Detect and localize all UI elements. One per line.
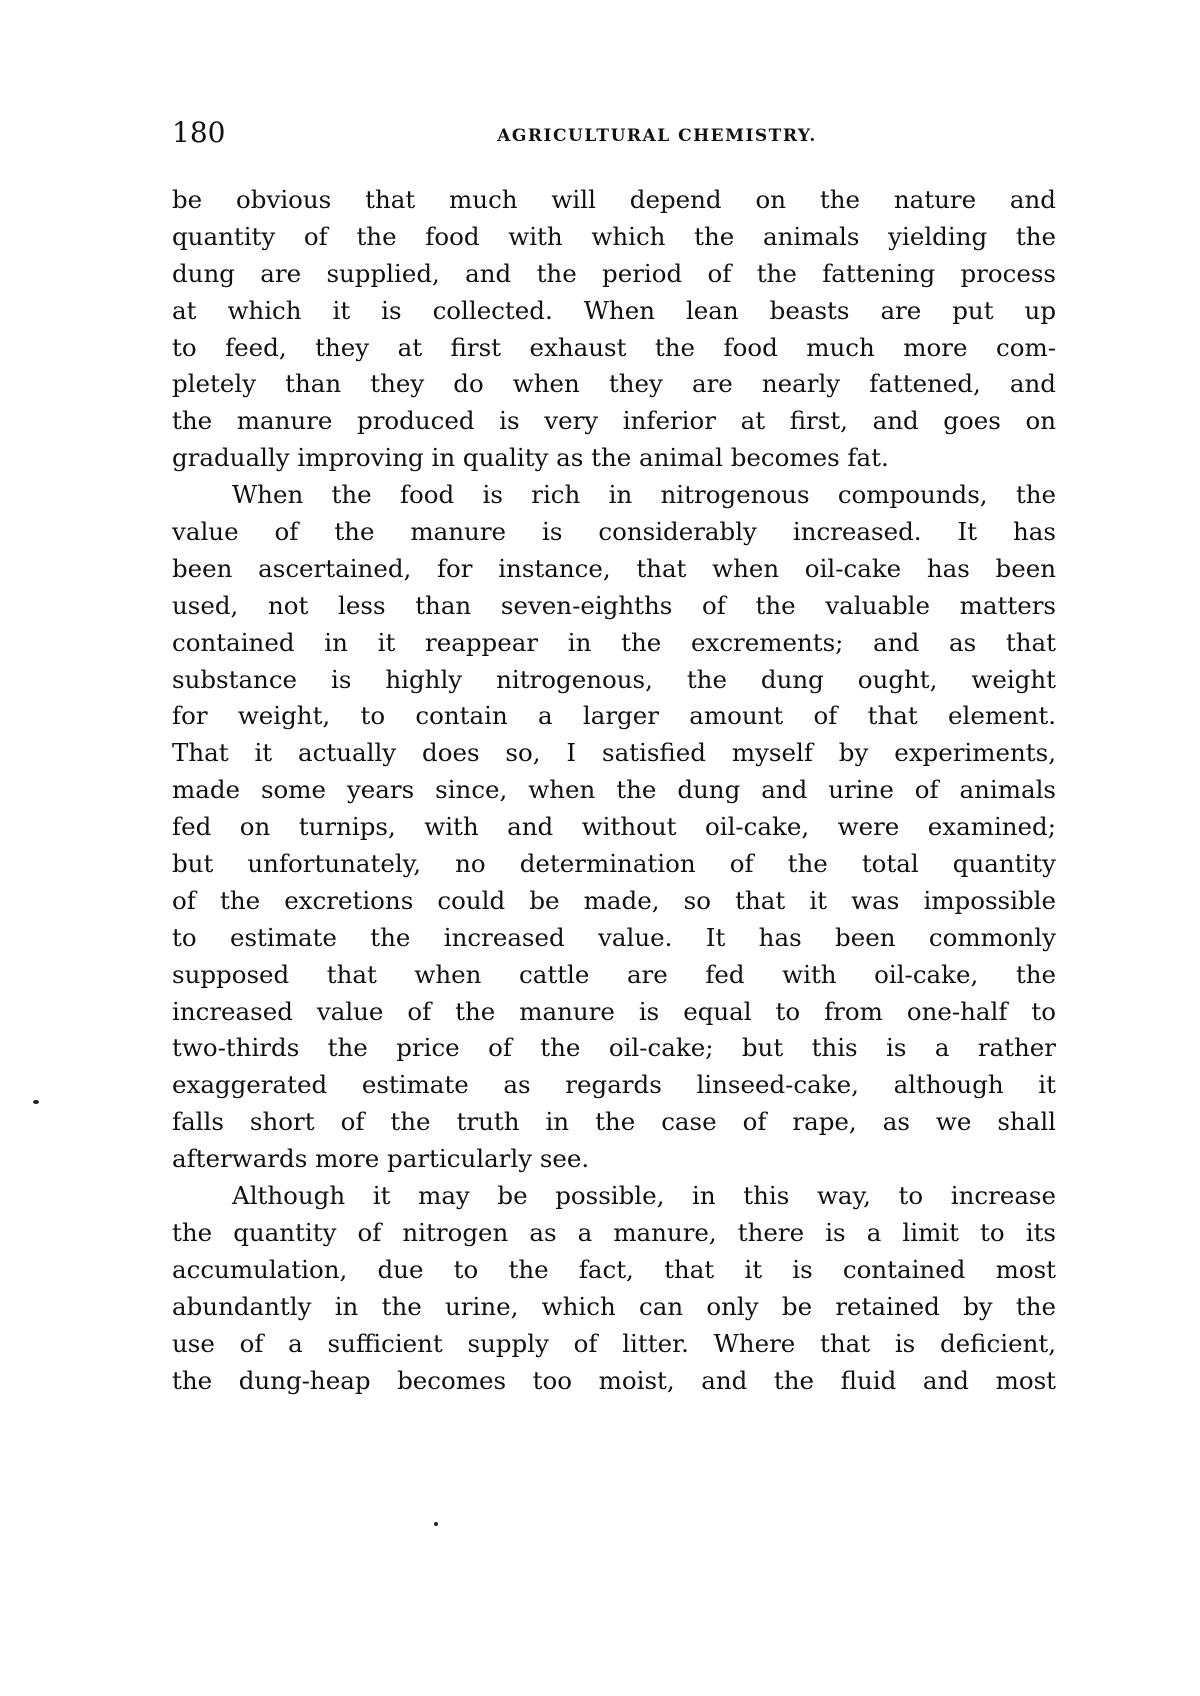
page-header [172,116,1052,156]
text-line: at which it is collected. When lean beasts are put up [172,295,1056,325]
text-line: the quantity of nitrogen as a manure, there is a limit to its [172,1217,1056,1247]
text-line: That it actually does so, I satisfied myself by experiments, [172,738,1056,768]
text-line: supposed that when cattle are fed with oil-cake, the [172,959,1056,989]
text-line: fed on turnips, with and without oil-cake, were examined; [172,812,1056,842]
paragraph [172,182,1056,477]
text-line: quantity of the food with which the animals yielding the [172,221,1056,251]
text-line: made some years since, when the dung and urine of animals [172,775,1056,805]
text-line: been ascertained, for instance, that when oil-cake has been [172,553,1056,583]
text-line: of the excretions could be made, so that it was impossible [172,885,1056,915]
body-text [172,182,1056,1399]
text-line: the dung-heap becomes too moist, and the fluid and most [172,1365,1056,1395]
text-line: afterwards more particularly see. [172,1144,590,1174]
text-line: used, not less than seven-eighths of the valuable matters [172,590,1056,620]
paragraph [172,477,1056,1178]
text-line: pletely than they do when they are nearly fattened, and [172,369,1056,399]
text-line: be obvious that much will depend on the nature and [172,185,1056,214]
text-line: exaggerated estimate as regards linseed-cake, although it [172,1070,1056,1100]
text-line: value of the manure is considerably increased. It has [172,517,1056,547]
running-title: AGRICULTURAL CHEMISTRY. [497,126,817,146]
scan-speck [434,1522,438,1526]
text-line: dung are supplied, and the period of the fattening process [172,258,1056,288]
text-line: use of a sufficient supply of litter. Where that is deficient, [172,1328,1056,1358]
text-line: When the food is rich in nitrogenous compounds, the [232,480,1056,510]
text-line: the manure produced is very inferior at first, and goes on [172,406,1056,436]
text-line: Although it may be possible, in this way, to increase [232,1181,1056,1211]
text-line: abundantly in the urine, which can only be retained by the [172,1291,1056,1321]
text-line: to estimate the increased value. It has been commonly [172,922,1056,952]
text-line: two-thirds the price of the oil-cake; but this is a rather [172,1033,1056,1063]
text-line: gradually improving in quality as the animal becomes fat. [172,443,889,473]
text-line: falls short of the truth in the case of rape, as we shall [172,1107,1056,1137]
scan-speck [33,1100,39,1104]
text-line: to feed, they at first exhaust the food much more com- [172,332,1056,362]
text-line: substance is highly nitrogenous, the dung ought, weight [172,664,1056,694]
text-line: but unfortunately, no determination of the total quantity [172,849,1056,879]
paragraph [172,1178,1056,1399]
text-line: contained in it reappear in the excrements; and as that [172,627,1056,657]
text-line: accumulation, due to the fact, that it is contained most [172,1254,1056,1284]
text-line: for weight, to contain a larger amount of that element. [172,701,1056,731]
text-line: increased value of the manure is equal to from one-half to [172,996,1056,1026]
page-number: 180 [172,116,226,149]
